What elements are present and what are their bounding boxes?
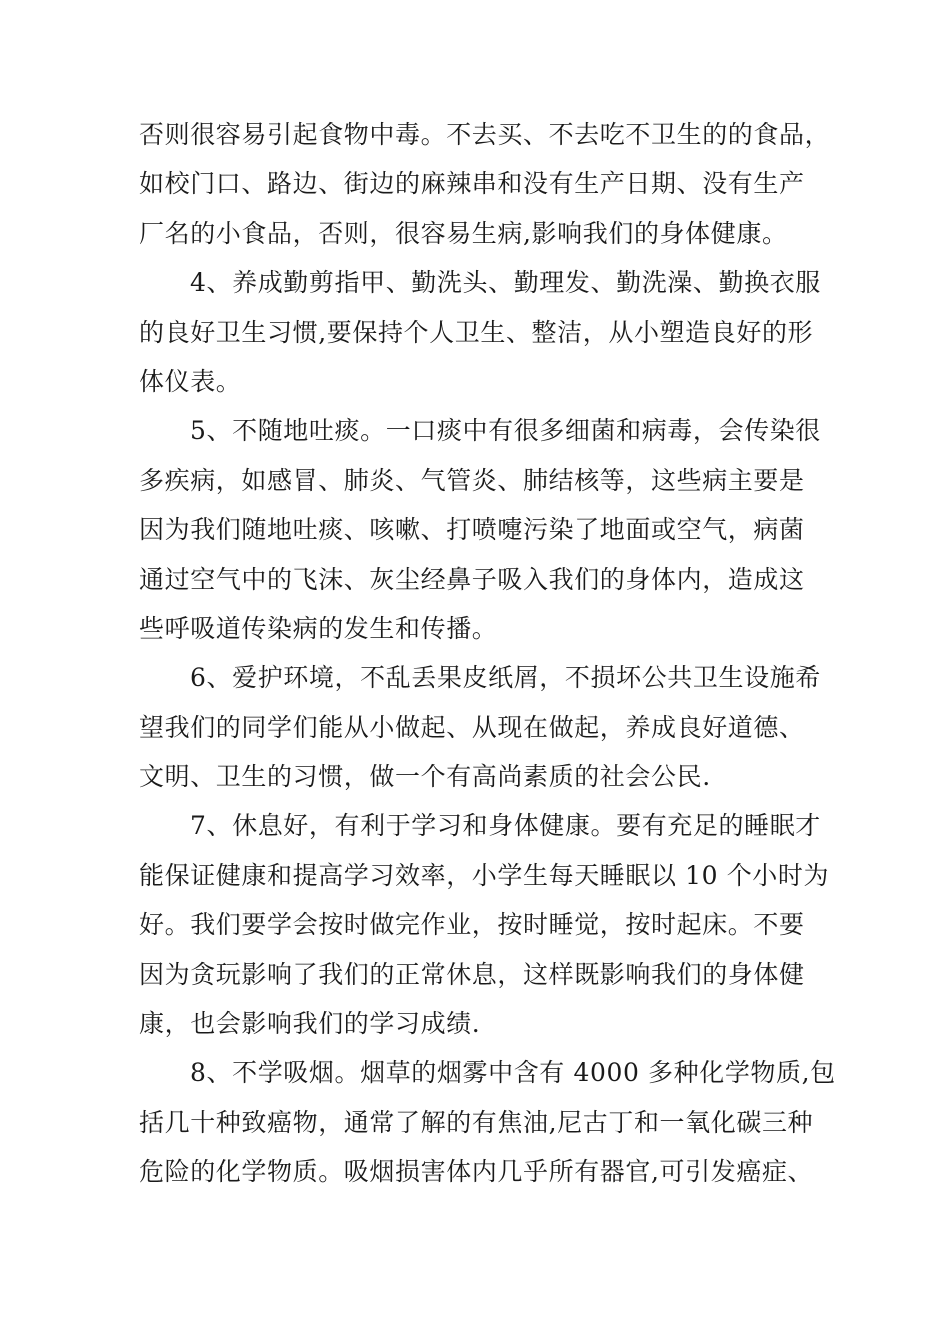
text-line: 体仪表。 [139, 366, 242, 396]
text-line: 多疾病，如感冒、肺炎、气管炎、肺结核等，这些病主要是 [139, 465, 805, 495]
paragraph-5-first-line: 5、不随地吐痰。一口痰中有很多细菌和病毒，会传染很 [190, 416, 821, 446]
text-line: 否则很容易引起食物中毒。不去买、不去吃不卫生的的食品， [139, 120, 831, 149]
text-line: 厂名的小食品，否则，很容易生病,影响我们的身体健康。 [139, 218, 788, 248]
text-line: 文明、卫生的习惯，做一个有高尚素质的社会公民. [139, 762, 711, 792]
text-line: 危险的化学物质。吸烟损害体内几乎所有器官,可引发癌症、 [139, 1157, 814, 1187]
text-line: 望我们的同学们能从小做起、从现在做起，养成良好道德、 [139, 712, 805, 742]
text-line: 能保证健康和提高学习效率，小学生每天睡眠以 10 个小时为 [139, 860, 830, 890]
paragraph-6-first-line: 6、爱护环境，不乱丢果皮纸屑，不损坏公共卫生设施希 [190, 663, 821, 693]
paragraph-7-first-line: 7、休息好，有利于学习和身体健康。要有充足的睡眠才 [190, 811, 821, 841]
text-line: 的良好卫生习惯,要保持个人卫生、整洁，从小塑造良好的形 [139, 317, 814, 347]
text-line: 好。我们要学会按时做完作业，按时睡觉，按时起床。不要 [139, 910, 805, 940]
document-body [139, 110, 836, 1197]
text-line: 括几十种致癌物，通常了解的有焦油,尼古丁和一氧化碳三种 [139, 1107, 814, 1137]
paragraph-8-first-line: 8、不学吸烟。烟草的烟雾中含有 4000 多种化学物质,包 [190, 1058, 836, 1088]
text-line: 些呼吸道传染病的发生和传播。 [139, 613, 498, 643]
text-line: 因为我们随地吐痰、咳嗽、打喷嚏污染了地面或空气，病菌 [139, 515, 805, 545]
text-line: 如校门口、路边、街边的麻辣串和没有生产日期、没有生产 [139, 169, 805, 199]
paragraph-4-first-line: 4、养成勤剪指甲、勤洗头、勤理发、勤洗澡、勤换衣服 [190, 268, 821, 298]
text-line: 通过空气中的飞沫、灰尘经鼻子吸入我们的身体内，造成这 [139, 564, 805, 594]
text-line: 康，也会影响我们的学习成绩. [139, 1009, 481, 1039]
text-line: 因为贪玩影响了我们的正常休息，这样既影响我们的身体健 [139, 959, 805, 989]
